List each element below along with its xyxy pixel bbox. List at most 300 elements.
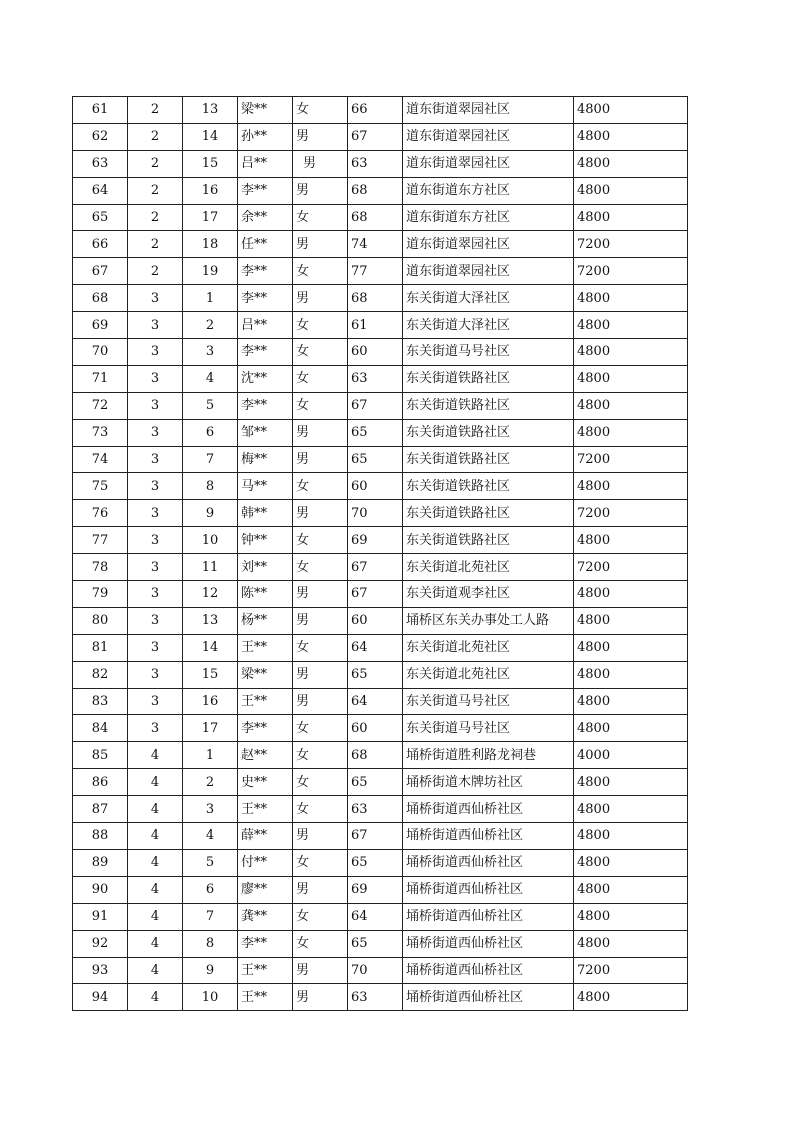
- table-row: [73, 446, 688, 473]
- group-cell: 4: [128, 903, 183, 930]
- sex-cell: 男: [293, 446, 348, 473]
- table-row: [73, 150, 688, 177]
- table-row: [73, 876, 688, 903]
- table-row: [73, 527, 688, 554]
- name-cell: 王**: [238, 634, 293, 661]
- seq-cell: 86: [73, 769, 128, 796]
- table-row: [73, 97, 688, 124]
- table-row: [73, 796, 688, 823]
- group-index-cell: 10: [183, 984, 238, 1011]
- age-cell: 65: [348, 769, 403, 796]
- group-cell: 2: [128, 177, 183, 204]
- age-cell: 63: [348, 150, 403, 177]
- amount-cell: 4800: [574, 607, 688, 634]
- amount-cell: 4800: [574, 903, 688, 930]
- seq-cell: 70: [73, 339, 128, 366]
- name-cell: 李**: [238, 258, 293, 285]
- amount-cell: 4800: [574, 419, 688, 446]
- table-row: [73, 634, 688, 661]
- sex-cell: 女: [293, 258, 348, 285]
- table-row: [73, 339, 688, 366]
- amount-cell: 7200: [574, 258, 688, 285]
- amount-cell: 4800: [574, 97, 688, 124]
- seq-cell: 62: [73, 123, 128, 150]
- address-cell: 道东街道翠园社区: [403, 97, 574, 124]
- age-cell: 70: [348, 500, 403, 527]
- age-cell: 65: [348, 446, 403, 473]
- seq-cell: 94: [73, 984, 128, 1011]
- group-index-cell: 3: [183, 339, 238, 366]
- group-index-cell: 15: [183, 661, 238, 688]
- seq-cell: 90: [73, 876, 128, 903]
- group-cell: 3: [128, 527, 183, 554]
- age-cell: 60: [348, 607, 403, 634]
- seq-cell: 66: [73, 231, 128, 258]
- amount-cell: 4000: [574, 742, 688, 769]
- sex-cell: 女: [293, 769, 348, 796]
- group-index-cell: 4: [183, 365, 238, 392]
- group-index-cell: 16: [183, 688, 238, 715]
- amount-cell: 4800: [574, 715, 688, 742]
- name-cell: 李**: [238, 392, 293, 419]
- table-row: [73, 769, 688, 796]
- sex-cell: 男: [293, 419, 348, 446]
- age-cell: 67: [348, 823, 403, 850]
- sex-cell: 女: [293, 473, 348, 500]
- group-index-cell: 4: [183, 823, 238, 850]
- age-cell: 67: [348, 123, 403, 150]
- group-cell: 3: [128, 581, 183, 608]
- age-cell: 64: [348, 688, 403, 715]
- age-cell: 68: [348, 285, 403, 312]
- table-row: [73, 177, 688, 204]
- address-cell: 东关街道大泽社区: [403, 312, 574, 339]
- group-index-cell: 14: [183, 123, 238, 150]
- name-cell: 邹**: [238, 419, 293, 446]
- amount-cell: 4800: [574, 150, 688, 177]
- group-index-cell: 12: [183, 581, 238, 608]
- name-cell: 杨**: [238, 607, 293, 634]
- amount-cell: 4800: [574, 339, 688, 366]
- address-cell: 道东街道东方社区: [403, 177, 574, 204]
- name-cell: 李**: [238, 285, 293, 312]
- address-cell: 埇桥街道木牌坊社区: [403, 769, 574, 796]
- group-index-cell: 17: [183, 204, 238, 231]
- amount-cell: 4800: [574, 123, 688, 150]
- sex-cell: 男: [293, 823, 348, 850]
- group-index-cell: 13: [183, 97, 238, 124]
- amount-cell: 7200: [574, 500, 688, 527]
- address-cell: 埇桥街道西仙桥社区: [403, 849, 574, 876]
- age-cell: 70: [348, 957, 403, 984]
- group-cell: 3: [128, 715, 183, 742]
- amount-cell: 4800: [574, 769, 688, 796]
- seq-cell: 72: [73, 392, 128, 419]
- table-row: [73, 581, 688, 608]
- group-cell: 3: [128, 688, 183, 715]
- address-cell: 埇桥街道西仙桥社区: [403, 930, 574, 957]
- age-cell: 69: [348, 527, 403, 554]
- seq-cell: 91: [73, 903, 128, 930]
- age-cell: 69: [348, 876, 403, 903]
- group-cell: 4: [128, 957, 183, 984]
- amount-cell: 7200: [574, 957, 688, 984]
- seq-cell: 83: [73, 688, 128, 715]
- name-cell: 陈**: [238, 581, 293, 608]
- sex-cell: 男: [293, 123, 348, 150]
- seq-cell: 81: [73, 634, 128, 661]
- seq-cell: 85: [73, 742, 128, 769]
- name-cell: 龚**: [238, 903, 293, 930]
- amount-cell: 7200: [574, 446, 688, 473]
- table-row: [73, 849, 688, 876]
- sex-cell: 女: [293, 554, 348, 581]
- seq-cell: 77: [73, 527, 128, 554]
- table-row: [73, 204, 688, 231]
- age-cell: 60: [348, 473, 403, 500]
- seq-cell: 79: [73, 581, 128, 608]
- age-cell: 60: [348, 715, 403, 742]
- group-cell: 2: [128, 231, 183, 258]
- amount-cell: 4800: [574, 392, 688, 419]
- group-cell: 2: [128, 123, 183, 150]
- sex-cell: 男: [293, 231, 348, 258]
- name-cell: 李**: [238, 930, 293, 957]
- group-cell: 3: [128, 339, 183, 366]
- seq-cell: 78: [73, 554, 128, 581]
- name-cell: 王**: [238, 688, 293, 715]
- group-index-cell: 5: [183, 392, 238, 419]
- data-table: [72, 96, 688, 1011]
- group-cell: 3: [128, 285, 183, 312]
- group-index-cell: 2: [183, 312, 238, 339]
- name-cell: 史**: [238, 769, 293, 796]
- group-index-cell: 6: [183, 876, 238, 903]
- group-cell: 2: [128, 97, 183, 124]
- age-cell: 65: [348, 849, 403, 876]
- group-cell: 4: [128, 742, 183, 769]
- table-row: [73, 123, 688, 150]
- name-cell: 梅**: [238, 446, 293, 473]
- group-index-cell: 10: [183, 527, 238, 554]
- group-cell: 3: [128, 365, 183, 392]
- sex-cell: 女: [293, 930, 348, 957]
- seq-cell: 80: [73, 607, 128, 634]
- group-cell: 4: [128, 984, 183, 1011]
- sex-cell: 男: [293, 285, 348, 312]
- age-cell: 61: [348, 312, 403, 339]
- name-cell: 付**: [238, 849, 293, 876]
- seq-cell: 75: [73, 473, 128, 500]
- sex-cell: 女: [293, 742, 348, 769]
- table-row: [73, 984, 688, 1011]
- seq-cell: 93: [73, 957, 128, 984]
- sex-cell: 男: [293, 581, 348, 608]
- address-cell: 道东街道翠园社区: [403, 150, 574, 177]
- name-cell: 廖**: [238, 876, 293, 903]
- group-index-cell: 3: [183, 796, 238, 823]
- seq-cell: 65: [73, 204, 128, 231]
- group-index-cell: 7: [183, 446, 238, 473]
- group-index-cell: 15: [183, 150, 238, 177]
- seq-cell: 88: [73, 823, 128, 850]
- age-cell: 66: [348, 97, 403, 124]
- table-row: [73, 473, 688, 500]
- name-cell: 任**: [238, 231, 293, 258]
- group-cell: 3: [128, 634, 183, 661]
- address-cell: 东关街道铁路社区: [403, 365, 574, 392]
- address-cell: 东关街道铁路社区: [403, 446, 574, 473]
- group-cell: 3: [128, 607, 183, 634]
- table-body: [73, 97, 688, 1011]
- group-cell: 3: [128, 446, 183, 473]
- sex-cell: 女: [293, 715, 348, 742]
- age-cell: 63: [348, 365, 403, 392]
- table-row: [73, 312, 688, 339]
- group-index-cell: 11: [183, 554, 238, 581]
- age-cell: 74: [348, 231, 403, 258]
- name-cell: 余**: [238, 204, 293, 231]
- address-cell: 埇桥街道西仙桥社区: [403, 957, 574, 984]
- amount-cell: 4800: [574, 634, 688, 661]
- sex-cell: 女: [293, 97, 348, 124]
- address-cell: 埇桥区东关办事处工人路: [403, 607, 574, 634]
- name-cell: 吕**: [238, 312, 293, 339]
- amount-cell: 4800: [574, 285, 688, 312]
- seq-cell: 61: [73, 97, 128, 124]
- amount-cell: 4800: [574, 661, 688, 688]
- group-cell: 4: [128, 823, 183, 850]
- group-index-cell: 8: [183, 473, 238, 500]
- sex-cell: 女: [293, 204, 348, 231]
- table-row: [73, 957, 688, 984]
- group-index-cell: 2: [183, 769, 238, 796]
- age-cell: 67: [348, 554, 403, 581]
- address-cell: 埇桥街道胜利路龙祠巷: [403, 742, 574, 769]
- group-cell: 4: [128, 930, 183, 957]
- group-cell: 4: [128, 796, 183, 823]
- sex-cell: 女: [293, 312, 348, 339]
- age-cell: 68: [348, 742, 403, 769]
- seq-cell: 64: [73, 177, 128, 204]
- address-cell: 埇桥街道西仙桥社区: [403, 823, 574, 850]
- age-cell: 65: [348, 419, 403, 446]
- group-index-cell: 5: [183, 849, 238, 876]
- seq-cell: 67: [73, 258, 128, 285]
- address-cell: 东关街道北苑社区: [403, 634, 574, 661]
- address-cell: 东关街道铁路社区: [403, 473, 574, 500]
- table-row: [73, 419, 688, 446]
- amount-cell: 4800: [574, 527, 688, 554]
- name-cell: 王**: [238, 957, 293, 984]
- table-row: [73, 554, 688, 581]
- sex-cell: 女: [293, 634, 348, 661]
- address-cell: 埇桥街道西仙桥社区: [403, 984, 574, 1011]
- group-index-cell: 17: [183, 715, 238, 742]
- age-cell: 63: [348, 796, 403, 823]
- sex-cell: 男: [293, 688, 348, 715]
- address-cell: 东关街道北苑社区: [403, 661, 574, 688]
- group-cell: 3: [128, 661, 183, 688]
- amount-cell: 4800: [574, 312, 688, 339]
- group-cell: 2: [128, 258, 183, 285]
- group-index-cell: 16: [183, 177, 238, 204]
- group-cell: 3: [128, 392, 183, 419]
- address-cell: 道东街道翠园社区: [403, 231, 574, 258]
- table-row: [73, 742, 688, 769]
- amount-cell: 4800: [574, 823, 688, 850]
- address-cell: 道东街道翠园社区: [403, 123, 574, 150]
- table-row: [73, 285, 688, 312]
- table-row: [73, 258, 688, 285]
- amount-cell: 4800: [574, 849, 688, 876]
- name-cell: 李**: [238, 715, 293, 742]
- amount-cell: 4800: [574, 473, 688, 500]
- group-index-cell: 1: [183, 742, 238, 769]
- group-cell: 3: [128, 473, 183, 500]
- group-index-cell: 19: [183, 258, 238, 285]
- sex-cell: 男: [293, 150, 348, 177]
- amount-cell: 4800: [574, 930, 688, 957]
- group-cell: 2: [128, 204, 183, 231]
- group-index-cell: 1: [183, 285, 238, 312]
- group-cell: 3: [128, 500, 183, 527]
- address-cell: 东关街道铁路社区: [403, 527, 574, 554]
- age-cell: 65: [348, 661, 403, 688]
- seq-cell: 71: [73, 365, 128, 392]
- amount-cell: 4800: [574, 876, 688, 903]
- seq-cell: 69: [73, 312, 128, 339]
- sex-cell: 男: [293, 876, 348, 903]
- address-cell: 东关街道铁路社区: [403, 500, 574, 527]
- age-cell: 65: [348, 930, 403, 957]
- name-cell: 李**: [238, 177, 293, 204]
- sex-cell: 女: [293, 796, 348, 823]
- amount-cell: 4800: [574, 984, 688, 1011]
- group-index-cell: 7: [183, 903, 238, 930]
- table-row: [73, 823, 688, 850]
- table-row: [73, 930, 688, 957]
- name-cell: 沈**: [238, 365, 293, 392]
- name-cell: 梁**: [238, 661, 293, 688]
- amount-cell: 4800: [574, 581, 688, 608]
- seq-cell: 63: [73, 150, 128, 177]
- name-cell: 王**: [238, 984, 293, 1011]
- seq-cell: 92: [73, 930, 128, 957]
- group-index-cell: 18: [183, 231, 238, 258]
- address-cell: 东关街道马号社区: [403, 715, 574, 742]
- name-cell: 马**: [238, 473, 293, 500]
- age-cell: 64: [348, 903, 403, 930]
- group-cell: 2: [128, 150, 183, 177]
- sex-cell: 女: [293, 903, 348, 930]
- sex-cell: 女: [293, 527, 348, 554]
- name-cell: 薛**: [238, 823, 293, 850]
- group-cell: 3: [128, 419, 183, 446]
- table-row: [73, 688, 688, 715]
- table-row: [73, 661, 688, 688]
- group-index-cell: 8: [183, 930, 238, 957]
- age-cell: 60: [348, 339, 403, 366]
- amount-cell: 4800: [574, 688, 688, 715]
- group-index-cell: 9: [183, 500, 238, 527]
- table-row: [73, 715, 688, 742]
- group-cell: 4: [128, 769, 183, 796]
- group-cell: 4: [128, 876, 183, 903]
- sex-cell: 女: [293, 365, 348, 392]
- age-cell: 68: [348, 177, 403, 204]
- group-index-cell: 13: [183, 607, 238, 634]
- address-cell: 东关街道马号社区: [403, 688, 574, 715]
- age-cell: 67: [348, 581, 403, 608]
- age-cell: 67: [348, 392, 403, 419]
- age-cell: 64: [348, 634, 403, 661]
- name-cell: 韩**: [238, 500, 293, 527]
- sex-cell: 男: [293, 984, 348, 1011]
- address-cell: 埇桥街道西仙桥社区: [403, 876, 574, 903]
- name-cell: 孙**: [238, 123, 293, 150]
- address-cell: 道东街道东方社区: [403, 204, 574, 231]
- sex-cell: 男: [293, 177, 348, 204]
- group-cell: 3: [128, 554, 183, 581]
- table-row: [73, 365, 688, 392]
- seq-cell: 89: [73, 849, 128, 876]
- seq-cell: 87: [73, 796, 128, 823]
- table-row: [73, 607, 688, 634]
- seq-cell: 73: [73, 419, 128, 446]
- address-cell: 埇桥街道西仙桥社区: [403, 796, 574, 823]
- table-row: [73, 231, 688, 258]
- seq-cell: 76: [73, 500, 128, 527]
- sex-cell: 男: [293, 957, 348, 984]
- address-cell: 东关街道大泽社区: [403, 285, 574, 312]
- amount-cell: 4800: [574, 177, 688, 204]
- group-index-cell: 6: [183, 419, 238, 446]
- sex-cell: 女: [293, 392, 348, 419]
- address-cell: 东关街道观李社区: [403, 581, 574, 608]
- address-cell: 东关街道铁路社区: [403, 419, 574, 446]
- amount-cell: 7200: [574, 554, 688, 581]
- sex-cell: 女: [293, 339, 348, 366]
- table-row: [73, 392, 688, 419]
- seq-cell: 68: [73, 285, 128, 312]
- name-cell: 赵**: [238, 742, 293, 769]
- name-cell: 钟**: [238, 527, 293, 554]
- name-cell: 刘**: [238, 554, 293, 581]
- address-cell: 埇桥街道西仙桥社区: [403, 903, 574, 930]
- address-cell: 东关街道铁路社区: [403, 392, 574, 419]
- table-row: [73, 500, 688, 527]
- age-cell: 77: [348, 258, 403, 285]
- group-index-cell: 9: [183, 957, 238, 984]
- name-cell: 王**: [238, 796, 293, 823]
- sex-cell: 男: [293, 500, 348, 527]
- seq-cell: 82: [73, 661, 128, 688]
- amount-cell: 7200: [574, 231, 688, 258]
- group-index-cell: 14: [183, 634, 238, 661]
- sex-cell: 女: [293, 849, 348, 876]
- group-cell: 3: [128, 312, 183, 339]
- address-cell: 道东街道翠园社区: [403, 258, 574, 285]
- group-cell: 4: [128, 849, 183, 876]
- table-row: [73, 903, 688, 930]
- address-cell: 东关街道马号社区: [403, 339, 574, 366]
- amount-cell: 4800: [574, 204, 688, 231]
- name-cell: 梁**: [238, 97, 293, 124]
- name-cell: 吕**: [238, 150, 293, 177]
- sex-cell: 男: [293, 607, 348, 634]
- amount-cell: 4800: [574, 796, 688, 823]
